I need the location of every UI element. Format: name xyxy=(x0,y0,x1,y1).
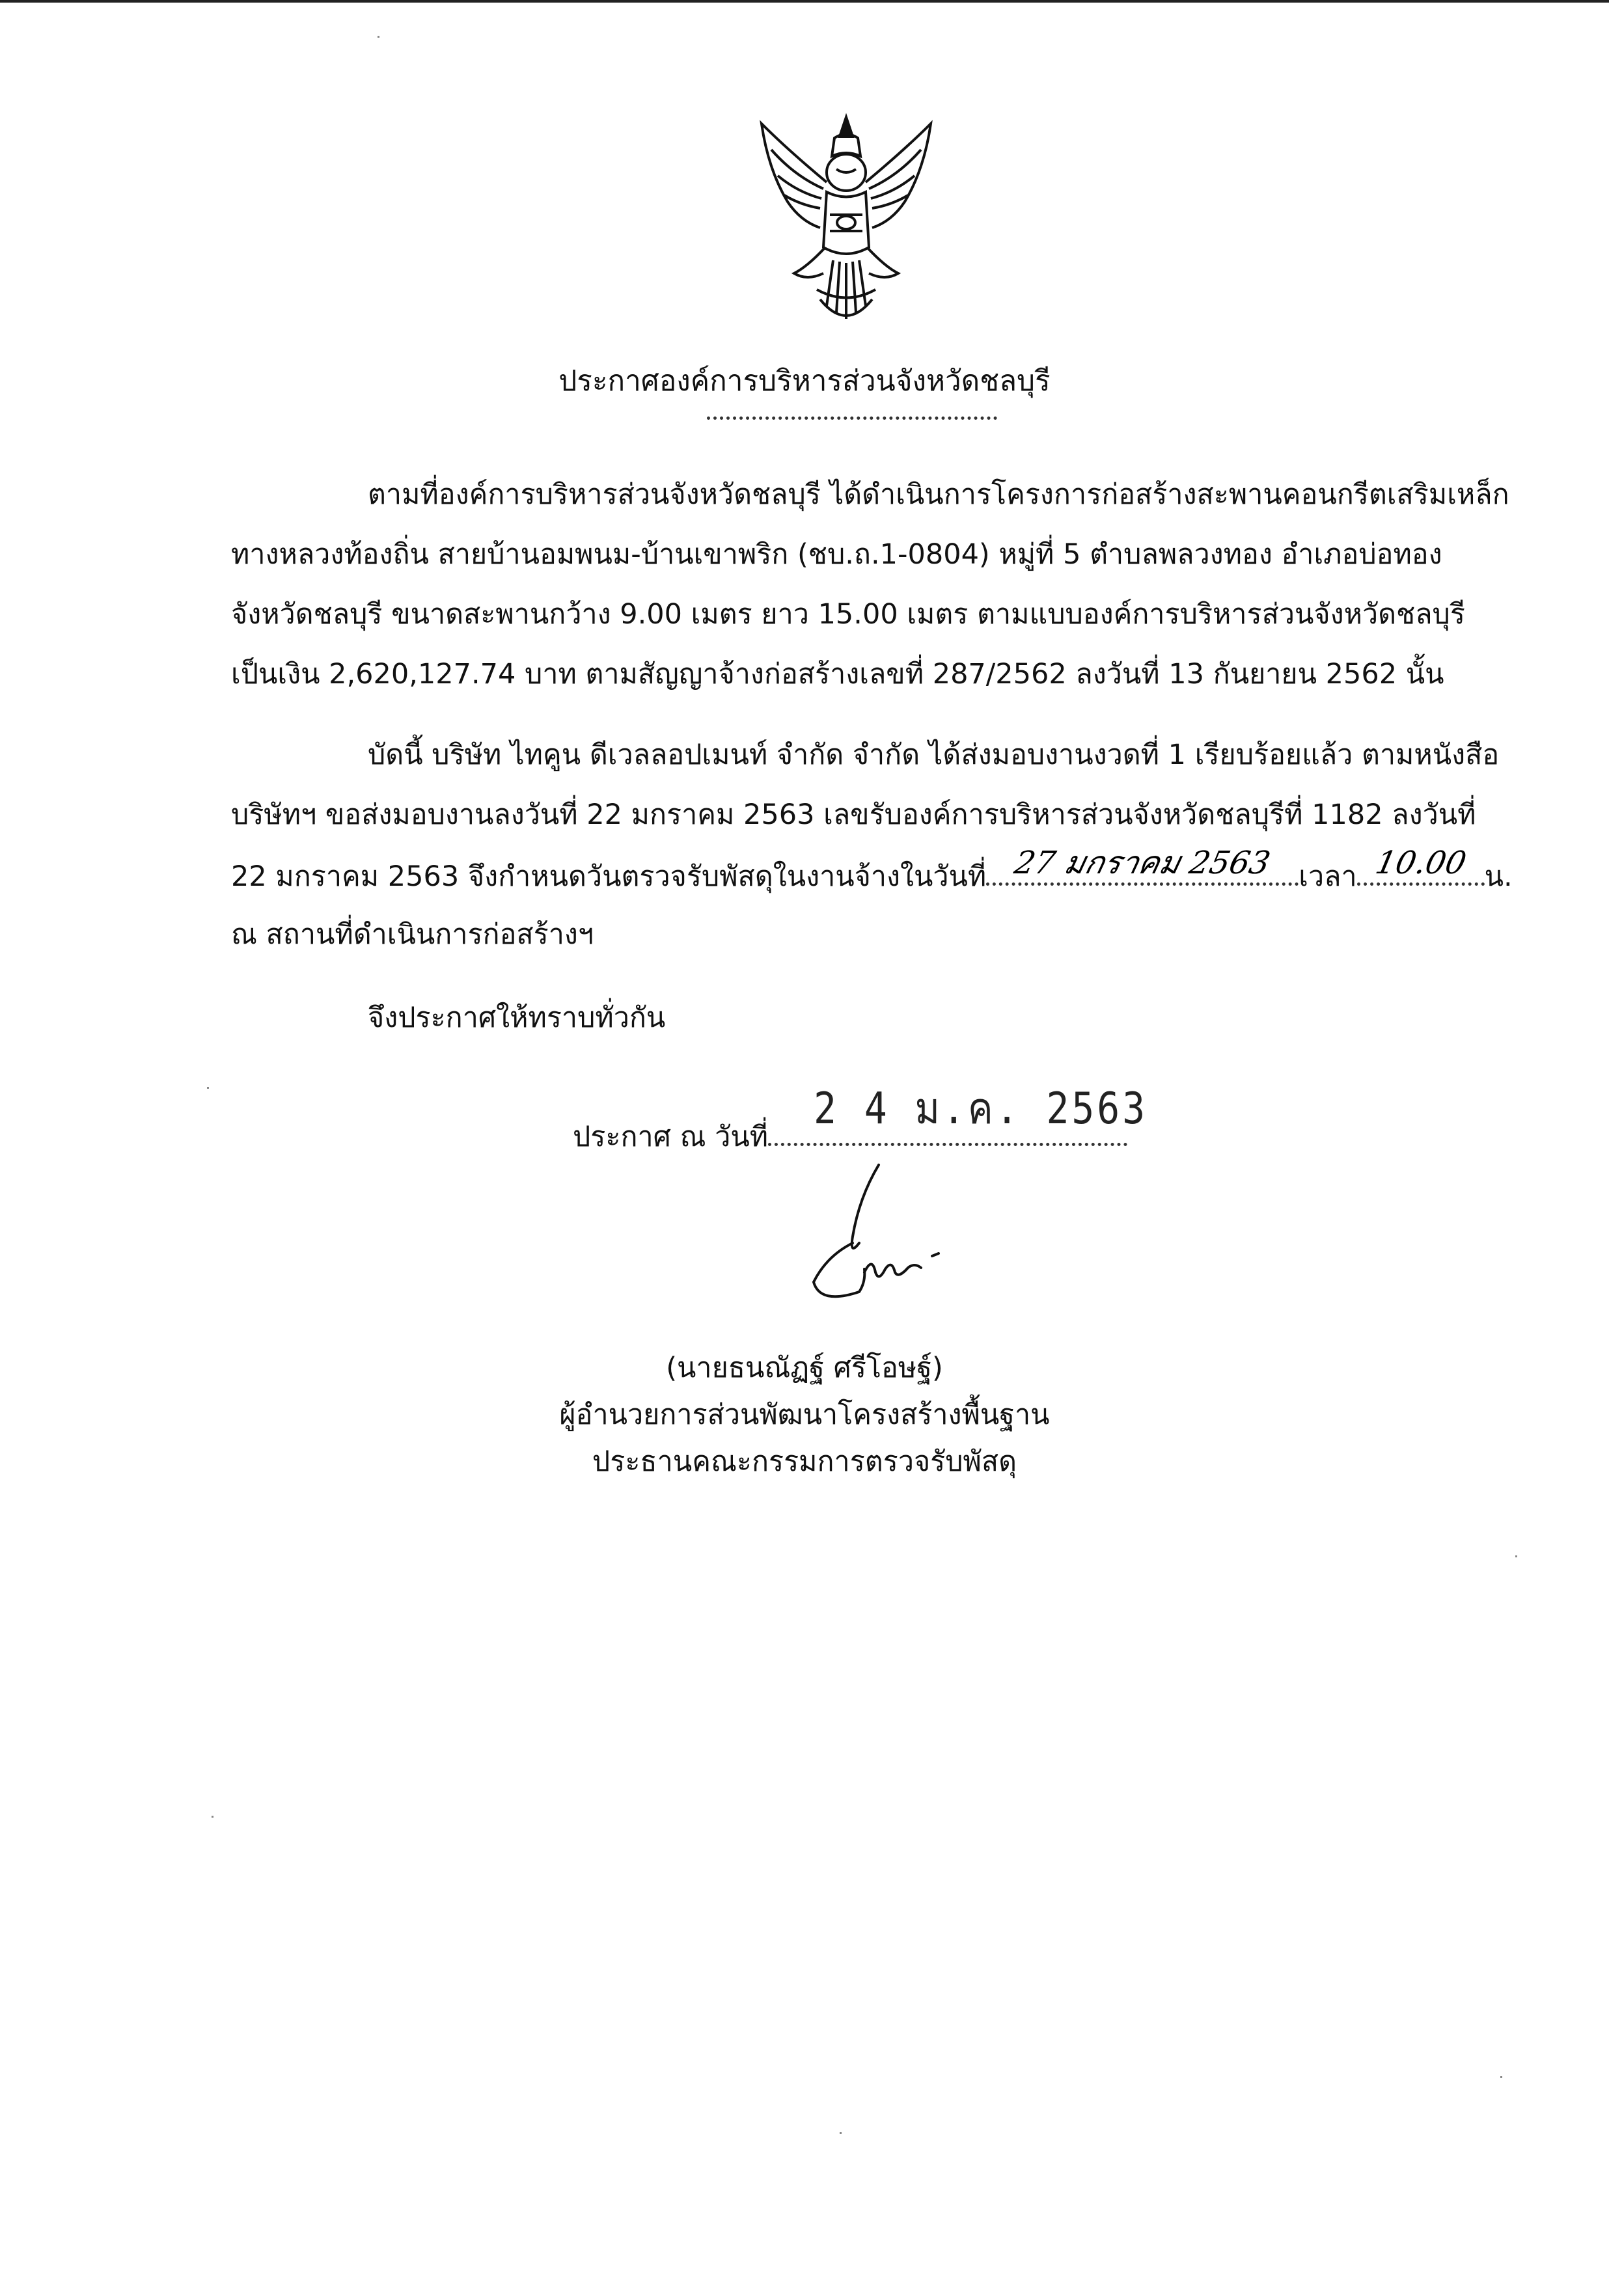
paragraph-line: ตามที่องค์การบริหารส่วนจังหวัดชลบุรี ได้ดำเนินการโครงการก่อสร้างสะพานคอนกรีตเสริมเหล็ก xyxy=(368,478,1509,511)
signatory-committee-role: ประธานคณะกรรมการตรวจรับพัสดุ xyxy=(592,1445,1017,1478)
paragraph-line: ทางหลวงท้องถิ่น สายบ้านอมพนม-บ้านเขาพริก (ชบ.ถ.1-0804) หมู่ที่ 5 ตำบลพลวงทอง อำเภอบ่อทอง xyxy=(231,538,1442,571)
scan-speck xyxy=(840,2132,842,2134)
time-label: เวลา xyxy=(1299,860,1357,893)
scan-speck xyxy=(207,1087,209,1089)
declaration-line xyxy=(573,1117,1127,1155)
paragraph-line: จังหวัดชลบุรี ขนาดสะพานกว้าง 9.00 เมตร ยาว 15.00 เมตร ตามแบบองค์การบริหารส่วนจังหวัดชลบุรี xyxy=(231,598,1465,631)
garuda-emblem-icon xyxy=(749,111,944,345)
paragraph-line: บริษัทฯ ขอส่งมอบงานลงวันที่ 22 มกราคม 2563 เลขรับองค์การบริหารส่วนจังหวัดชลบุรีที่ 1182 ลงวันที่ xyxy=(231,799,1476,831)
signatory-name: (นายธนณัฏฐ์ ศรีโอษฐ์) xyxy=(666,1352,943,1384)
scan-speck xyxy=(1500,2076,1502,2078)
paragraph-line: เป็นเงิน 2,620,127.74 บาท ตามสัญญาจ้างก่อสร้างเลขที่ 287/2562 ลงวันที่ 13 กันยายน 2562 นั้น xyxy=(231,658,1444,690)
paragraph-delivery-notice xyxy=(231,737,1513,1039)
time-suffix: น. xyxy=(1484,860,1513,893)
paragraph-line: บัดนี้ บริษัท ไทคูน ดีเวลลอปเมนท์ จำกัด จำกัด ได้ส่งมอบงานงวดที่ 1 เรียบร้อยแล้ว ตามหนังสือ xyxy=(368,739,1500,771)
closing-statement: จึงประกาศให้ทราบทั่วกัน xyxy=(368,1002,666,1034)
inspection-date-field xyxy=(986,845,1299,886)
scan-speck xyxy=(378,36,379,38)
scan-speck xyxy=(212,1816,213,1818)
title-dotted-rule xyxy=(707,417,997,420)
scan-speck xyxy=(1515,1555,1517,1557)
handwritten-inspection-date: 27 มกราคม 2563 xyxy=(1011,845,1274,881)
handwritten-inspection-time: 10.00 xyxy=(1371,845,1470,881)
stamped-date: 2 4 ม.ค. 2563 xyxy=(814,1082,1148,1134)
signatory-position: ผู้อำนวยการส่วนพัฒนาโครงสร้างพื้นฐาน xyxy=(559,1399,1050,1431)
announcement-title: ประกาศองค์การบริหารส่วนจังหวัดชลบุรี xyxy=(558,364,1051,398)
paragraph-project-details xyxy=(231,476,1509,778)
page-top-border xyxy=(0,0,1609,3)
handwritten-signature xyxy=(788,1158,983,1315)
paragraph-line: ณ สถานที่ดำเนินการก่อสร้างฯ xyxy=(231,918,594,951)
inspection-line-prefix: 22 มกราคม 2563 จึงกำหนดวันตรวจรับพัสดุในงานจ้างในวันที่ xyxy=(231,860,987,893)
declaration-date-field xyxy=(768,1117,1127,1146)
inspection-time-field xyxy=(1357,845,1485,886)
declaration-label: ประกาศ ณ วันที่ xyxy=(573,1121,769,1153)
